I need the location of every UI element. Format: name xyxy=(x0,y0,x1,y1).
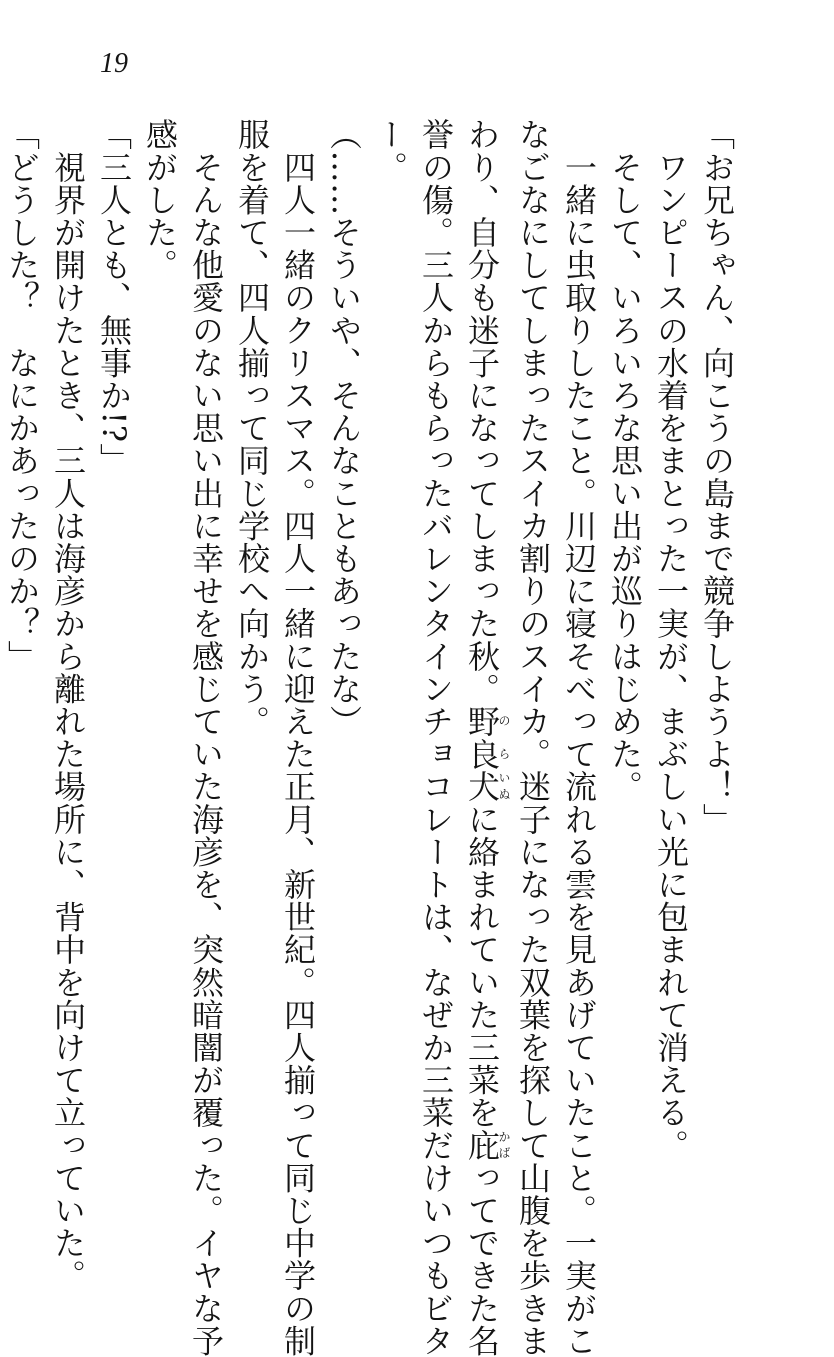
ruby-word: 庇かば xyxy=(463,1128,511,1162)
text-line: 服を着て、四人揃って同じ学校へ向かう。 xyxy=(233,118,271,738)
ruby-word: 野良のら xyxy=(463,704,511,771)
ruby-word: 犬いぬ xyxy=(463,770,511,803)
text-line: なごなにしてしまったスイカ割りのスイカ。迷子になった双葉を探して山腹を歩きま xyxy=(514,118,552,1357)
text-line: ー。 xyxy=(371,118,409,184)
text-line xyxy=(459,118,511,1357)
text-line: 一緒に虫取りしたこと。川辺に寝そべって流れる雲を見あげていたこと。一実がこ xyxy=(560,118,598,1357)
page-number: 19 xyxy=(100,48,128,79)
text-fragment: わり、自分も迷子になってしまった秋。 xyxy=(463,118,501,705)
text-line: ワンピースの水着をまとった一実が、まぶしい光に包まれて消える。 xyxy=(652,118,690,1162)
text-line: 四人一緒のクリスマス。四人一緒に迎えた正月、新世紀。四人揃って同じ中学の制 xyxy=(279,118,317,1357)
text-line: そんな他愛のない思い出に幸せを感じていた海彦を、突然暗闇が覆った。イヤな予 xyxy=(187,118,225,1357)
body-text xyxy=(3,118,740,1357)
text-line: （……そういや、そんなこともあったな） xyxy=(325,118,363,738)
text-line: 感がした。 xyxy=(141,118,179,281)
text-line: そして、いろいろな思い出が巡りはじめた。 xyxy=(606,118,644,803)
text-line: 「お兄ちゃん、向こうの島まで競争しようよ！」 xyxy=(698,118,736,836)
text-line: 「三人とも、無事か!?」 xyxy=(95,118,133,476)
text-line: 誉の傷。三人からもらったバレンタインチョコレートは、なぜか三菜だけいつもビタ xyxy=(417,118,455,1357)
text-fragment: に絡まれていた三菜を xyxy=(463,802,501,1129)
ruby-reading: のら xyxy=(497,704,511,771)
text-line: 視界が開けたとき、三人は海彦から離れた場所に、背中を向けて立っていた。 xyxy=(49,118,87,1292)
text-line: 「どうした？ なにかあったのか？」 xyxy=(3,118,41,673)
text-fragment: ってできた名 xyxy=(463,1161,501,1357)
ruby-reading: いぬ xyxy=(497,770,511,803)
ruby-reading: かば xyxy=(497,1128,511,1162)
